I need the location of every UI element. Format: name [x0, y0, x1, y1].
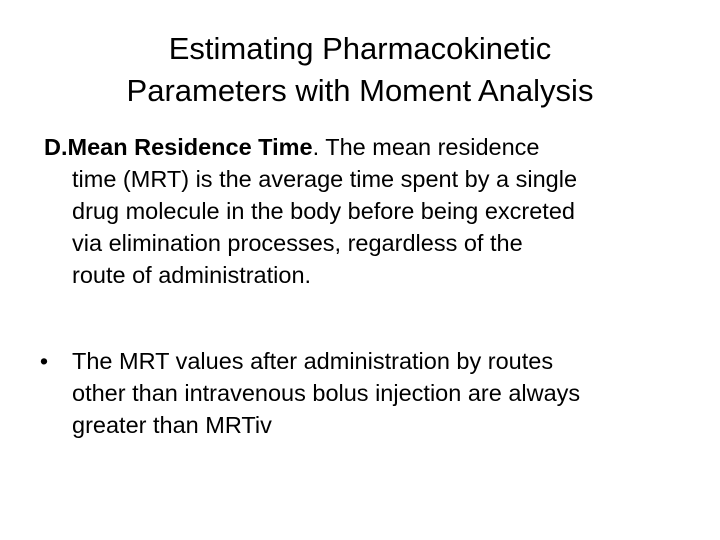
bullet-list: [39, 345, 694, 441]
bullet-line: The MRT values after administration by routes: [72, 348, 554, 374]
section-label-prefix: D.: [44, 134, 68, 160]
paragraph-line: drug molecule in the body before being excreted: [72, 198, 575, 224]
paragraph-first-line: [44, 131, 694, 163]
paragraph-line: route of administration.: [72, 262, 312, 288]
mrt-definition-paragraph: [44, 131, 694, 291]
slide-title: [0, 28, 720, 112]
paragraph-line: via elimination processes, regardless of the: [72, 230, 523, 256]
paragraph-line: time (MRT) is the average time spent by a single: [72, 166, 578, 192]
slide-title-line-2: Parameters with Moment Analysis: [126, 73, 594, 108]
paragraph-first-line-text: . The mean residence: [312, 134, 540, 160]
bullet-marker: •: [39, 348, 49, 374]
bullet-line: greater than MRTiv: [72, 412, 272, 438]
bullet-item: [39, 345, 694, 441]
section-label-heading: Mean Residence Time: [67, 134, 313, 160]
slide-title-line-1: Estimating Pharmacokinetic: [168, 31, 552, 66]
bullet-line: other than intravenous bolus injection are always: [72, 380, 581, 406]
